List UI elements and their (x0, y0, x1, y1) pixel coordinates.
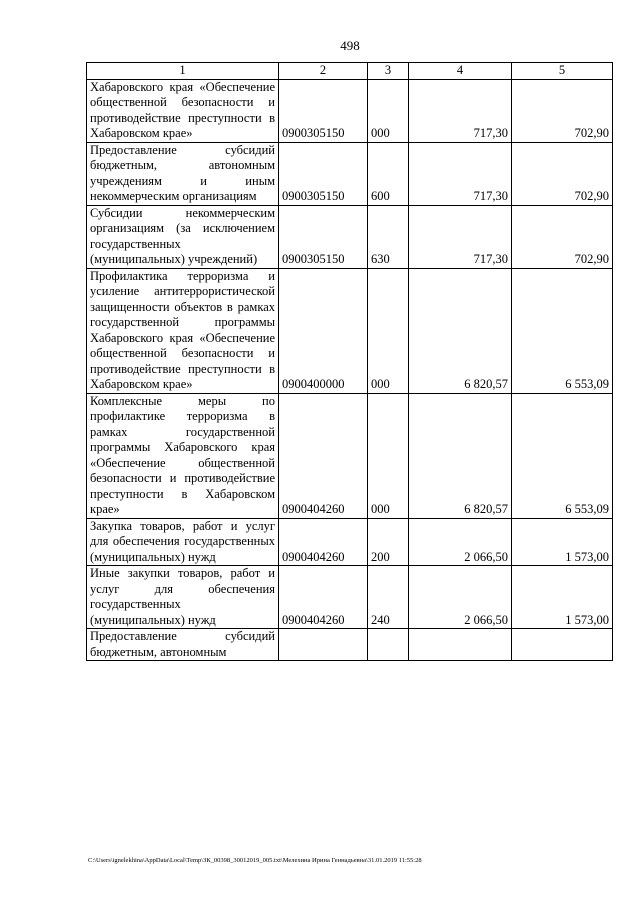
table-row (87, 518, 613, 566)
table-row (87, 268, 613, 393)
row-value-2: 6 553,09 (512, 393, 613, 518)
row-code: 0900404260 (279, 518, 368, 566)
file-path-footer: C:\Users\ignelekhina\AppData\Local\Temp\ЗК_00398_30012019_005.txt\Мелехина Ирина Геннадьевна\31.01.2019 11:55:28 (88, 857, 422, 864)
row-code: 0900305150 (279, 142, 368, 205)
row-expense-type: 630 (368, 205, 409, 268)
row-value-1: 6 820,57 (409, 393, 512, 518)
table-header-row (87, 63, 613, 80)
row-name: Субсидии некоммерческим организациям (за исключением государственных (муниципальных) учреждений) (87, 205, 279, 268)
row-name: Предоставление субсидий бюджетным, автономным (87, 629, 279, 661)
header-col-2: 2 (279, 63, 368, 80)
row-value-1: 717,30 (409, 205, 512, 268)
table-row (87, 629, 613, 661)
row-code: 0900305150 (279, 205, 368, 268)
row-value-1: 717,30 (409, 142, 512, 205)
row-value-1: 2 066,50 (409, 566, 512, 629)
row-value-2: 1 573,00 (512, 518, 613, 566)
row-code (279, 629, 368, 661)
row-value-2: 702,90 (512, 142, 613, 205)
header-col-3: 3 (368, 63, 409, 80)
row-name: Иные закупки товаров, работ и услуг для обеспечения государственных (муниципальных) нужд (87, 566, 279, 629)
row-value-2 (512, 629, 613, 661)
row-name: Хабаровского края «Обеспечение общественной безопасности и противодействие преступности в Хабаровском крае» (87, 79, 279, 142)
row-value-1 (409, 629, 512, 661)
row-value-2: 1 573,00 (512, 566, 613, 629)
table-row (87, 79, 613, 142)
row-expense-type (368, 629, 409, 661)
row-value-2: 702,90 (512, 205, 613, 268)
table-row (87, 566, 613, 629)
row-name: Закупка товаров, работ и услуг для обеспечения государственных (муниципальных) нужд (87, 518, 279, 566)
row-code: 0900400000 (279, 268, 368, 393)
row-value-1: 717,30 (409, 79, 512, 142)
row-code: 0900404260 (279, 393, 368, 518)
row-value-1: 2 066,50 (409, 518, 512, 566)
row-name: Профилактика терроризма и усиление антитеррористической защищенности объектов в рамках государственной программы Хабаровского края «Обеспечение общественной безопасности и противодействие преступности в Хабаровском крае» (87, 268, 279, 393)
table-row (87, 393, 613, 518)
row-name: Комплексные меры по профилактике терроризма в рамках государственной программы Хабаровского края «Обеспечение общественной безопасности и противодействие преступности в Хабаровском крае» (87, 393, 279, 518)
table-row (87, 142, 613, 205)
row-expense-type: 600 (368, 142, 409, 205)
row-code: 0900404260 (279, 566, 368, 629)
row-expense-type: 000 (368, 393, 409, 518)
row-expense-type: 200 (368, 518, 409, 566)
page-number: 498 (340, 38, 360, 53)
row-value-2: 702,90 (512, 79, 613, 142)
budget-table (86, 62, 613, 661)
row-expense-type: 000 (368, 79, 409, 142)
header-col-5: 5 (512, 63, 613, 80)
table-row (87, 205, 613, 268)
header-col-1: 1 (87, 63, 279, 80)
row-name: Предоставление субсидий бюджетным, автономным учреждениям и иным некоммерческим организациям (87, 142, 279, 205)
row-value-2: 6 553,09 (512, 268, 613, 393)
row-code: 0900305150 (279, 79, 368, 142)
row-expense-type: 240 (368, 566, 409, 629)
row-value-1: 6 820,57 (409, 268, 512, 393)
header-col-4: 4 (409, 63, 512, 80)
row-expense-type: 000 (368, 268, 409, 393)
